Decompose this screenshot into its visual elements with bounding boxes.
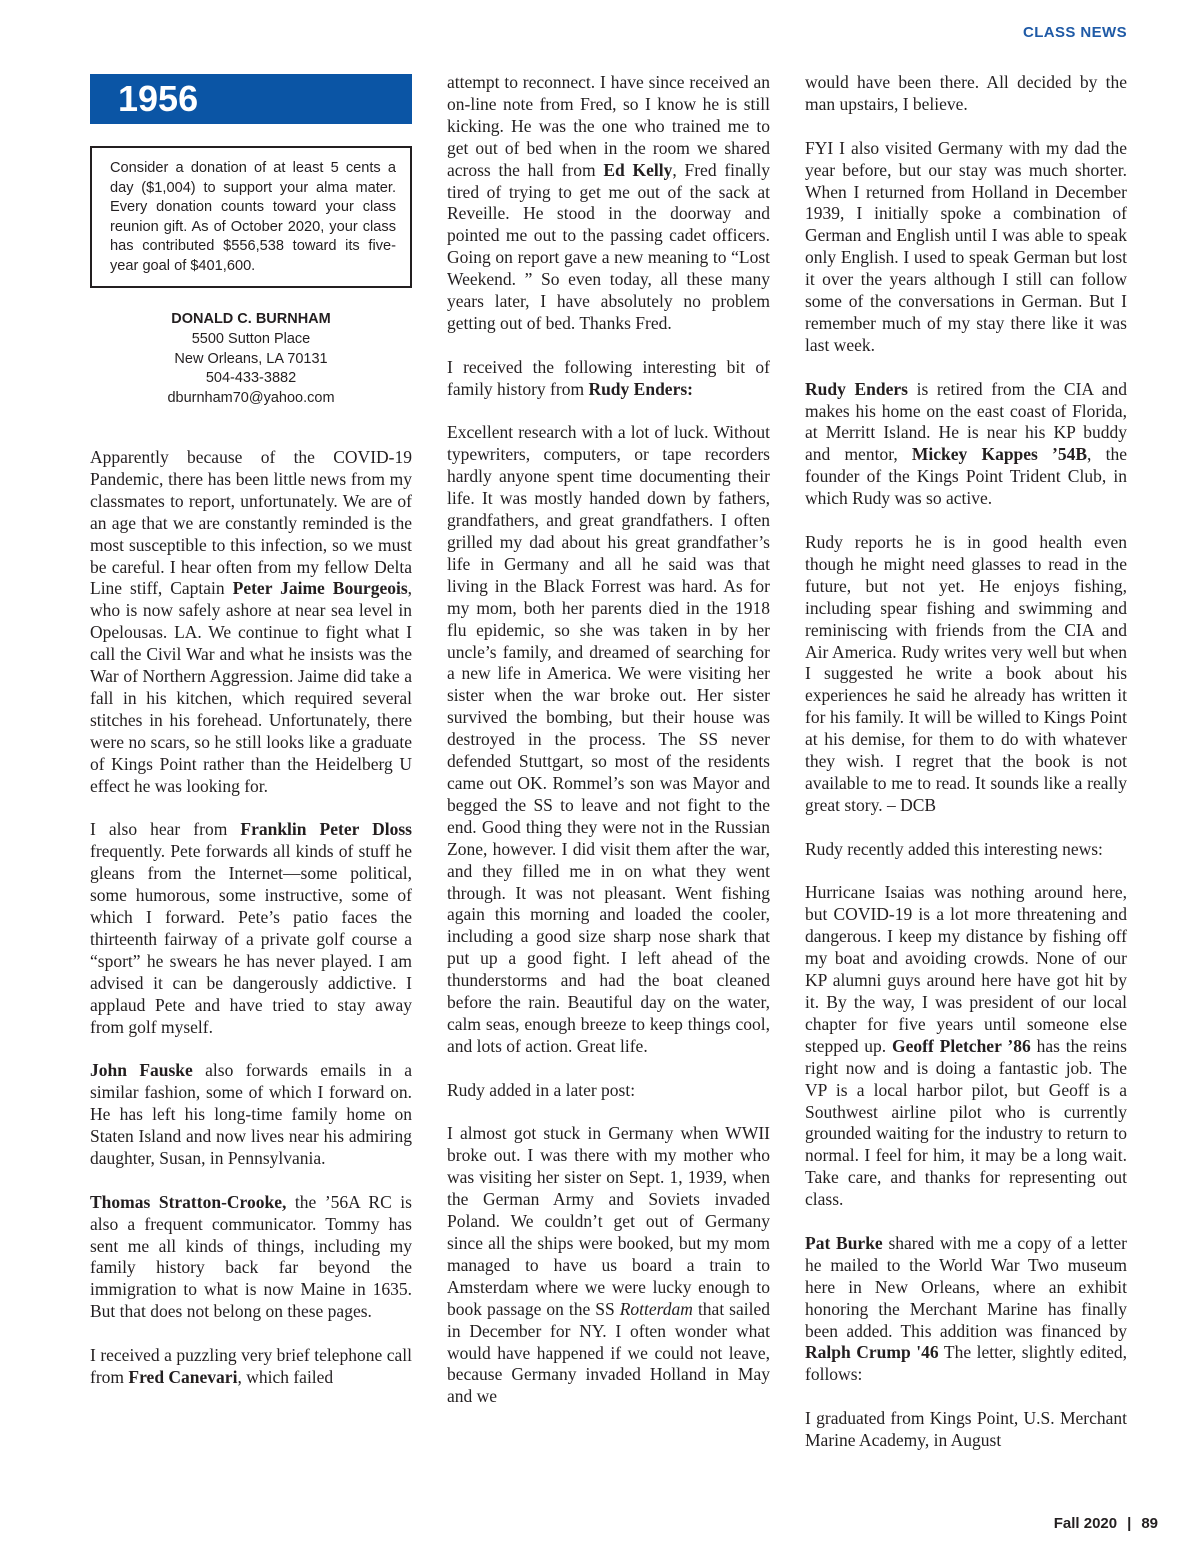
- person-name: Geoff Pletcher ’86: [892, 1035, 1031, 1056]
- paragraph: Pat Burke shared with me a copy of a letter he mailed to the World War Two museum here in New Orleans, where an exhibit honoring the Merchant Marine has finally been added. This addition was financed by Ralph Crump '46 The letter, slightly edited, follows:: [805, 1232, 1128, 1385]
- class-year-banner: 1956: [90, 74, 412, 124]
- contact-phone: 504-433-3882: [205, 370, 297, 387]
- contact-email: dburnham70@yahoo.com: [167, 390, 335, 407]
- person-name: Franklin Peter Dloss: [240, 819, 412, 840]
- issue-label: Fall 2020: [1053, 1515, 1118, 1532]
- paragraph: I also hear from Franklin Peter Dloss frequently. Pete forwards all kinds of stuff he gleans from the Internet—some political, some humorous, some instructive, some of which I forward. Pete’s patio faces the thirteenth fairway of a private golf course a “sport” he swears he has never played. I am advised it can be dangerously addictive. I applaud Pete and have tried to stay away from golf myself.: [90, 819, 412, 1037]
- paragraph: Rudy Enders is retired from the CIA and makes his home on the east coast of Florida, at Merritt Island. He is near his KP buddy and mentor, Mickey Kappes ’54B, the founder of the Kings Point Trident Club, in which Rudy was so active.: [805, 378, 1127, 509]
- person-name: Mickey Kappes ’54B: [911, 444, 1088, 465]
- paragraph: I graduated from Kings Point, U.S. Merchant Marine Academy, in August: [805, 1408, 1127, 1451]
- column-1: [90, 447, 412, 1389]
- person-name: Rudy Enders:: [588, 378, 693, 399]
- paragraph: attempt to reconnect. I have since received an on-line note from Fred, so I know he is still kicking. He was the one who trained me to get out of bed when in the room we shared across the hall from Ed Kelly, Fred finally tired of trying to get me out of the sack at Reveille. He stood in the doorway and pointed me out to the passing cadet officers. Going on report gave a new meaning to “Lost Weekend. ” So even today, all these many years later, I have absolutely no problem getting out of bed. Thanks Fred.: [447, 72, 770, 333]
- person-name: Fred Canevari: [128, 1367, 238, 1387]
- paragraph: I received a puzzling very brief telephone call from Fred Canevari, which failed: [90, 1345, 412, 1387]
- contact-name: DONALD C. BURNHAM: [171, 311, 331, 327]
- paragraph: I almost got stuck in Germany when WWII broke out. I was there with my mother who was visiting her sister on Sept. 1, 1939, when the German Army and Soviets invaded Poland. We couldn’t get out of Germany since all the ships were booked, but my mom managed to have us board a train to Amsterdam where we were lucky enough to book passage on the SS Rotterdam that sailed in December for NY. I often wonder what would have happened if we could not leave, because Germany invaded Holland in May and we: [447, 1123, 770, 1407]
- person-name: Peter Jaime Bourgeois: [232, 578, 408, 599]
- paragraph: Apparently because of the COVID-19 Pandemic, there has been little news from my classmates to report, unfortunately. We are of an age that we are constantly reminded is the most susceptible to this infection, so we must be careful. I hear often from my fellow Delta Line stiff, Captain Peter Jaime Bourgeois, who is now safely ashore at near sea level in Opelousas. LA. We continue to fight what I call the Civil War and what he insists was the War of Northern Aggression. Jaime did take a fall in his kitchen, which required several stitches in his forehead. Unfortunately, there were no scars, so he still looks like a graduate of Kings Point rather than the Heidelberg U effect he was looking for.: [90, 447, 413, 796]
- section-label: CLASS NEWS: [1022, 24, 1127, 41]
- paragraph: Rudy added in a later post:: [447, 1079, 636, 1100]
- column-2: [447, 72, 770, 1408]
- contact-address-line2: New Orleans, LA 70131: [174, 350, 328, 367]
- paragraph: Rudy reports he is in good health even though he might need glasses to read in the future, but not yet. He enjoys fishing, including spear fishing and swimming and reminiscing with friends from the CIA and Air America. Rudy writes very well but when I suggested he write a book about his experiences he said he already has written it for his family. It will be willed to Kings Point at his demise, for them to do with whatever they wish. I regret that the book is not available to me to read. It sounds like a really great story. – DCB: [805, 531, 1127, 815]
- donation-box: Consider a donation of at least 5 cents a day ($1,004) to support your alma mater. Every donation counts toward your class reunion gift. As of October 2020, your class has contributed $556,538 toward its five-year goal of $401,600.: [90, 146, 412, 288]
- paragraph: Thomas Stratton-Crooke, the ’56A RC is also a frequent communicator. Tommy has sent me all kinds of things, including my family history back far beyond the immigration to what is now Maine in 1635. But that does not belong on these pages.: [90, 1191, 412, 1322]
- person-name: Ed Kelly: [603, 159, 673, 180]
- paragraph: Rudy recently added this interesting news:: [805, 838, 1103, 859]
- paragraph: John Fauske also forwards emails in a similar fashion, some of which I forward on. He has left his long-time family home on Staten Island and now lives near his admiring daughter, Susan, in Pennsylvania.: [90, 1060, 413, 1168]
- person-name: John Fauske: [90, 1060, 193, 1081]
- column-3: [805, 72, 1127, 1452]
- person-name: Thomas Stratton-Crooke,: [90, 1191, 287, 1212]
- person-name: Ralph Crump '46: [805, 1342, 939, 1363]
- page-footer: [1054, 1515, 1158, 1532]
- person-name: Pat Burke: [805, 1232, 883, 1253]
- paragraph: Hurricane Isaias was nothing around here, but COVID-19 is a lot more threatening and dangerous. I keep my distance by fishing off my boat and avoiding crowds. None of our KP alumni guys around here have got hit by it. By the way, I was president of our local chapter for five years until someone else stepped up. Geoff Pletcher ’86 has the reins right now and is doing a fantastic job. The VP is a local harbor pilot, but Geoff is a Southwest airline pilot who is currently grounded waiting for the industry to return to normal. I feel for him, it may be a long wait. Take care, and thanks for representing out class.: [805, 882, 1127, 1210]
- class-contact: [90, 310, 412, 409]
- contact-address-line1: 5500 Sutton Place: [191, 330, 311, 347]
- paragraph: Excellent research with a lot of luck. Without typewriters, computers, or tape recorders hardly anyone spent time documenting their life. It was mostly handed down by fathers, grandfathers, and great grandfathers. I often grilled my dad about his great grandfather’s life in Germany and all he said was that living in the Black Forrest was hard. As for my mom, both her parents died in the 1918 flu epidemic, so she was taken in by her uncle’s family, and dreamed of searching for a new life in America. We were visiting her sister when the war broke out. Her sister survived the bombing, but their house was destroyed in the process. The SS never defended Stuttgart, so most of the residents came out OK. Rommel’s son was Mayor and begged the SS to leave and not fight to the end. Good thing they were not in the Russian Zone, however. I did visit them after the war, and they filled me in on what they went through. It was not pleasant. Went fishing again this morning and loaded the cooler, including a good size sharp nose shark that put up a good fight. I left ahead of the thunderstorms and had the boat cleaned before the rain. Beautiful day on the water, calm seas, enough breeze to keep things cool, and lots of action. Great life.: [447, 422, 770, 1056]
- footer-separator: |: [1127, 1515, 1132, 1532]
- paragraph: would have been there. All decided by the man upstairs, I believe.: [805, 72, 1127, 114]
- page-number: 89: [1141, 1515, 1158, 1532]
- paragraph: FYI I also visited Germany with my dad the year before, but our stay was much shorter. When I returned from Holland in December 1939, I initially spoke a combination of German and English until I was able to speak only English. I used to speak German but lost it over the years although I still can follow some of the conversations in German. But I remember much of my stay there like it was last week.: [805, 137, 1127, 355]
- ship-name: Rotterdam: [619, 1298, 693, 1319]
- paragraph: I received the following interesting bit of family history from Rudy Enders:: [447, 356, 770, 399]
- person-name: Rudy Enders: [805, 378, 908, 399]
